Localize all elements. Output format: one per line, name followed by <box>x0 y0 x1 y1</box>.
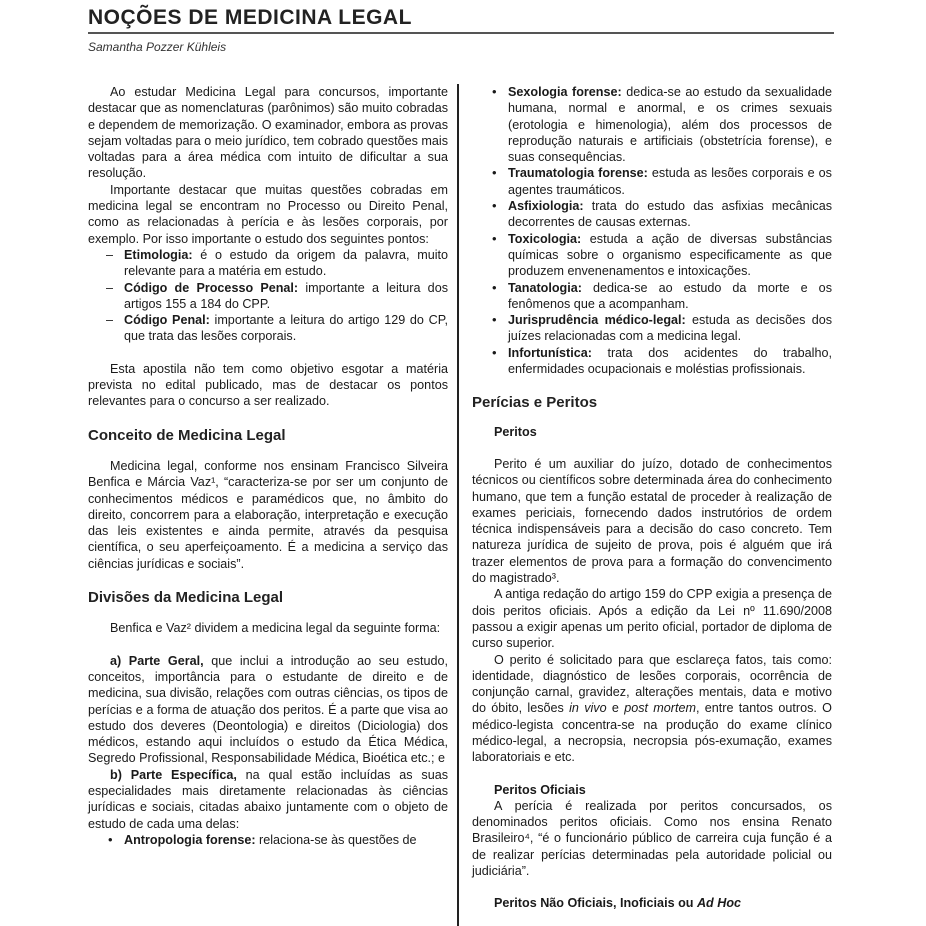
bullet-text: estuda a ação de diversas substâncias químicas sobre o organismo especificamente as que produzem envenenamentos e intoxicações. <box>508 231 832 279</box>
heading-conceito: Conceito de Medicina Legal <box>88 426 286 444</box>
point-text: importante a leitura do artigo 129 do CP, que trata das lesões corporais. <box>124 313 448 344</box>
intro-paragraph-3: Esta apostila não tem como objetivo esgotar a matéria prevista no edital publicado, mas de destacar os pontos relevantes para o concurso a ser realizado. <box>88 361 448 409</box>
conceito-paragraph: Medicina legal, conforme nos ensinam Francisco Silveira Benfica e Márcia Vaz¹, “caracteriza-se por ser um conjunto de conhecimentos médicos e paramédicos que, no âmbito do direito, concorrem para a elaboração, interpretação e execução das leis existentes e ainda permite, através da pesquisa científica, o seu aperfeiçoamento. É a medicina a serviço das ciências jurídicas e sociais”. <box>88 458 448 571</box>
parte-geral-label: a) Parte Geral, <box>110 653 204 668</box>
italic-term: in vivo <box>569 701 607 716</box>
right-column <box>472 84 832 912</box>
bullet-term: Traumatologia forense: <box>508 166 648 181</box>
intro-paragraph-1: Ao estudar Medicina Legal para concursos, importante destacar que as nomenclaturas (parônimos) são muito cobradas e dependem de memorização. O examinador, embora as provas sejam voltadas para o meio jurídico, tem cobrado questões mais voltadas para a área médica com intuito de dificultar a sua resolução. <box>88 85 448 181</box>
list-item <box>490 345 832 378</box>
text-run: O perito é solicitado para que esclareça fatos, tais como: identidade, diagnóstico de lesões corporais, ocorrência de conjunção carnal, gravidez, alterações mentais, data e motivo do óbito, lesões <box>472 652 832 716</box>
specialties-list-start <box>88 832 448 848</box>
parte-geral-text: que inclui a introdução ao seu estudo, conceitos, importância para o estudante de direito e de medicina, sua divisão, relações com outras ciências, os tipos de perícias e a forma de atuação dos peritos. É a parte que visa ao estudo dos deveres (Deontologia) e direitos (Diciologia) dos médicos, estando aqui incluídos o estudo da Ética Médica, Segredo Profissional, Responsabilidade Médica, Bioética etc.; e <box>88 653 448 766</box>
point-text: é o estudo da origem da palavra, muito relevante para a matéria em estudo. <box>124 247 448 279</box>
bullet-text: dedica-se ao estudo da sexualidade humana, normal e anormal, e os crimes sexuais (erotologia e himenologia), além dos processos de reprodução naturais e artificiais (obstetrícia forense), e suas consequências. <box>508 85 832 165</box>
heading-peritos-nao-oficiais <box>472 895 832 911</box>
bullet-term: Sexologia forense: <box>508 85 622 99</box>
heading-pericias: Perícias e Peritos <box>472 394 598 412</box>
bullet-text: estuda as lesões corporais e os agentes traumáticos. <box>508 166 832 197</box>
bullet-text: relaciona-se às questões de <box>255 832 417 847</box>
parte-especifica-label: b) Parte Específica, <box>110 767 237 782</box>
list-item <box>490 84 832 165</box>
list-item <box>490 198 832 231</box>
peritos-paragraph-2: A antiga redação do artigo 159 do CPP exigia a presença de dois peritos oficiais. Após a edição da Lei nº 11.690/2008 passou a exigir apenas um perito oficial, portador de diploma de curso superior. <box>472 587 832 651</box>
heading-peritos: Peritos <box>494 424 537 439</box>
text-run: e <box>606 701 625 716</box>
italic-term: post mortem <box>624 701 696 716</box>
point-term: Etimologia: <box>124 247 193 262</box>
title-rule <box>88 32 834 34</box>
italic-term: Ad Hoc <box>696 896 742 911</box>
list-item <box>106 280 448 313</box>
divisoes-paragraph: Benfica e Vaz² dividem a medicina legal da seguinte forma: <box>110 621 441 636</box>
list-item <box>106 832 448 848</box>
parte-geral-paragraph <box>88 653 448 767</box>
peritos-paragraph-1: Perito é um auxiliar do juízo, dotado de conhecimentos técnicos ou científicos sobre determinada área do conhecimento humano, que tem a função estatal de proceder à realização de exames periciais, fornecendo dados instrutórios de ordem técnica indispensáveis para a decisão do caso concreto. Tem natureza jurídica de sujeito de prova, pois é alguém que irá trazer elementos de prova para a formação do convencimento do magistrado³. <box>472 456 832 586</box>
author-name: Samantha Pozzer Kühleis <box>88 40 227 54</box>
column-divider <box>457 84 459 926</box>
point-text: importante a leitura dos artigos 155 a 184 do CPP. <box>124 280 448 311</box>
left-column <box>88 84 448 848</box>
heading-divisoes: Divisões da Medicina Legal <box>88 589 284 607</box>
text-run: Peritos Não Oficiais, Inoficiais ou <box>494 896 697 911</box>
bullet-term: Asfixiologia: <box>508 199 584 214</box>
point-term: Código de Processo Penal: <box>124 280 299 295</box>
intro-paragraph-2: Importante destacar que muitas questões cobradas em medicina legal se encontram no Processo ou Direito Penal, como as relacionadas à perícia e às lesões corporais, por exemplo. Por isso importante o estudo dos seguintes pontos: <box>88 182 448 246</box>
list-item <box>106 312 448 345</box>
bullet-term: Jurisprudência médico-legal: <box>508 313 686 328</box>
bullet-term: Infortunística: <box>508 345 592 360</box>
parte-especifica-paragraph <box>88 767 448 832</box>
bullet-term: Toxicologia: <box>508 231 582 246</box>
list-item <box>490 312 832 345</box>
oficiais-paragraph: A perícia é realizada por peritos concursados, os denominados peritos oficiais. Como nos ensina Renato Brasileiro⁴, “é o funcionário público de carreira cuja função é a de realizar perícias determinadas pela autoridade policial ou judiciária”. <box>472 798 832 879</box>
heading-peritos-oficiais: Peritos Oficiais <box>494 782 586 797</box>
bullet-text: estuda as decisões dos juízes relacionadas com a medicina legal. <box>508 313 832 344</box>
study-points-list <box>88 247 448 345</box>
specialties-list <box>472 84 832 377</box>
bullet-text: trata dos acidentes do trabalho, enfermidades ocupacionais e moléstias profissionais. <box>508 345 832 377</box>
page-title: NOÇÕES DE MEDICINA LEGAL <box>88 6 412 29</box>
list-item <box>490 231 832 280</box>
list-item <box>490 280 832 313</box>
bullet-term: Tanatologia: <box>508 280 582 295</box>
peritos-paragraph-3 <box>472 652 832 766</box>
bullet-text: trata do estudo das asfixias mecânicas decorrentes de causas externas. <box>508 199 832 230</box>
list-item <box>490 165 832 198</box>
parte-especifica-text: na qual estão incluídas as suas especialidades mais diretamente relacionadas às ciências jurídicas e sociais, citadas abaixo juntamente com o objeto de estudo de cada uma delas: <box>88 767 448 831</box>
list-item <box>106 247 448 280</box>
point-term: Código Penal: <box>124 313 210 328</box>
text-run: , entre tantos outros. O médico-legista concentra-se na produção do exame clínico médico-legal, a necropsia, necropsia pós-exumação, exames laboratoriais e etc. <box>472 701 832 765</box>
bullet-term: Antropologia forense: <box>124 832 256 847</box>
bullet-text: dedica-se ao estudo da morte e os fenômenos que a acompanham. <box>508 280 832 311</box>
